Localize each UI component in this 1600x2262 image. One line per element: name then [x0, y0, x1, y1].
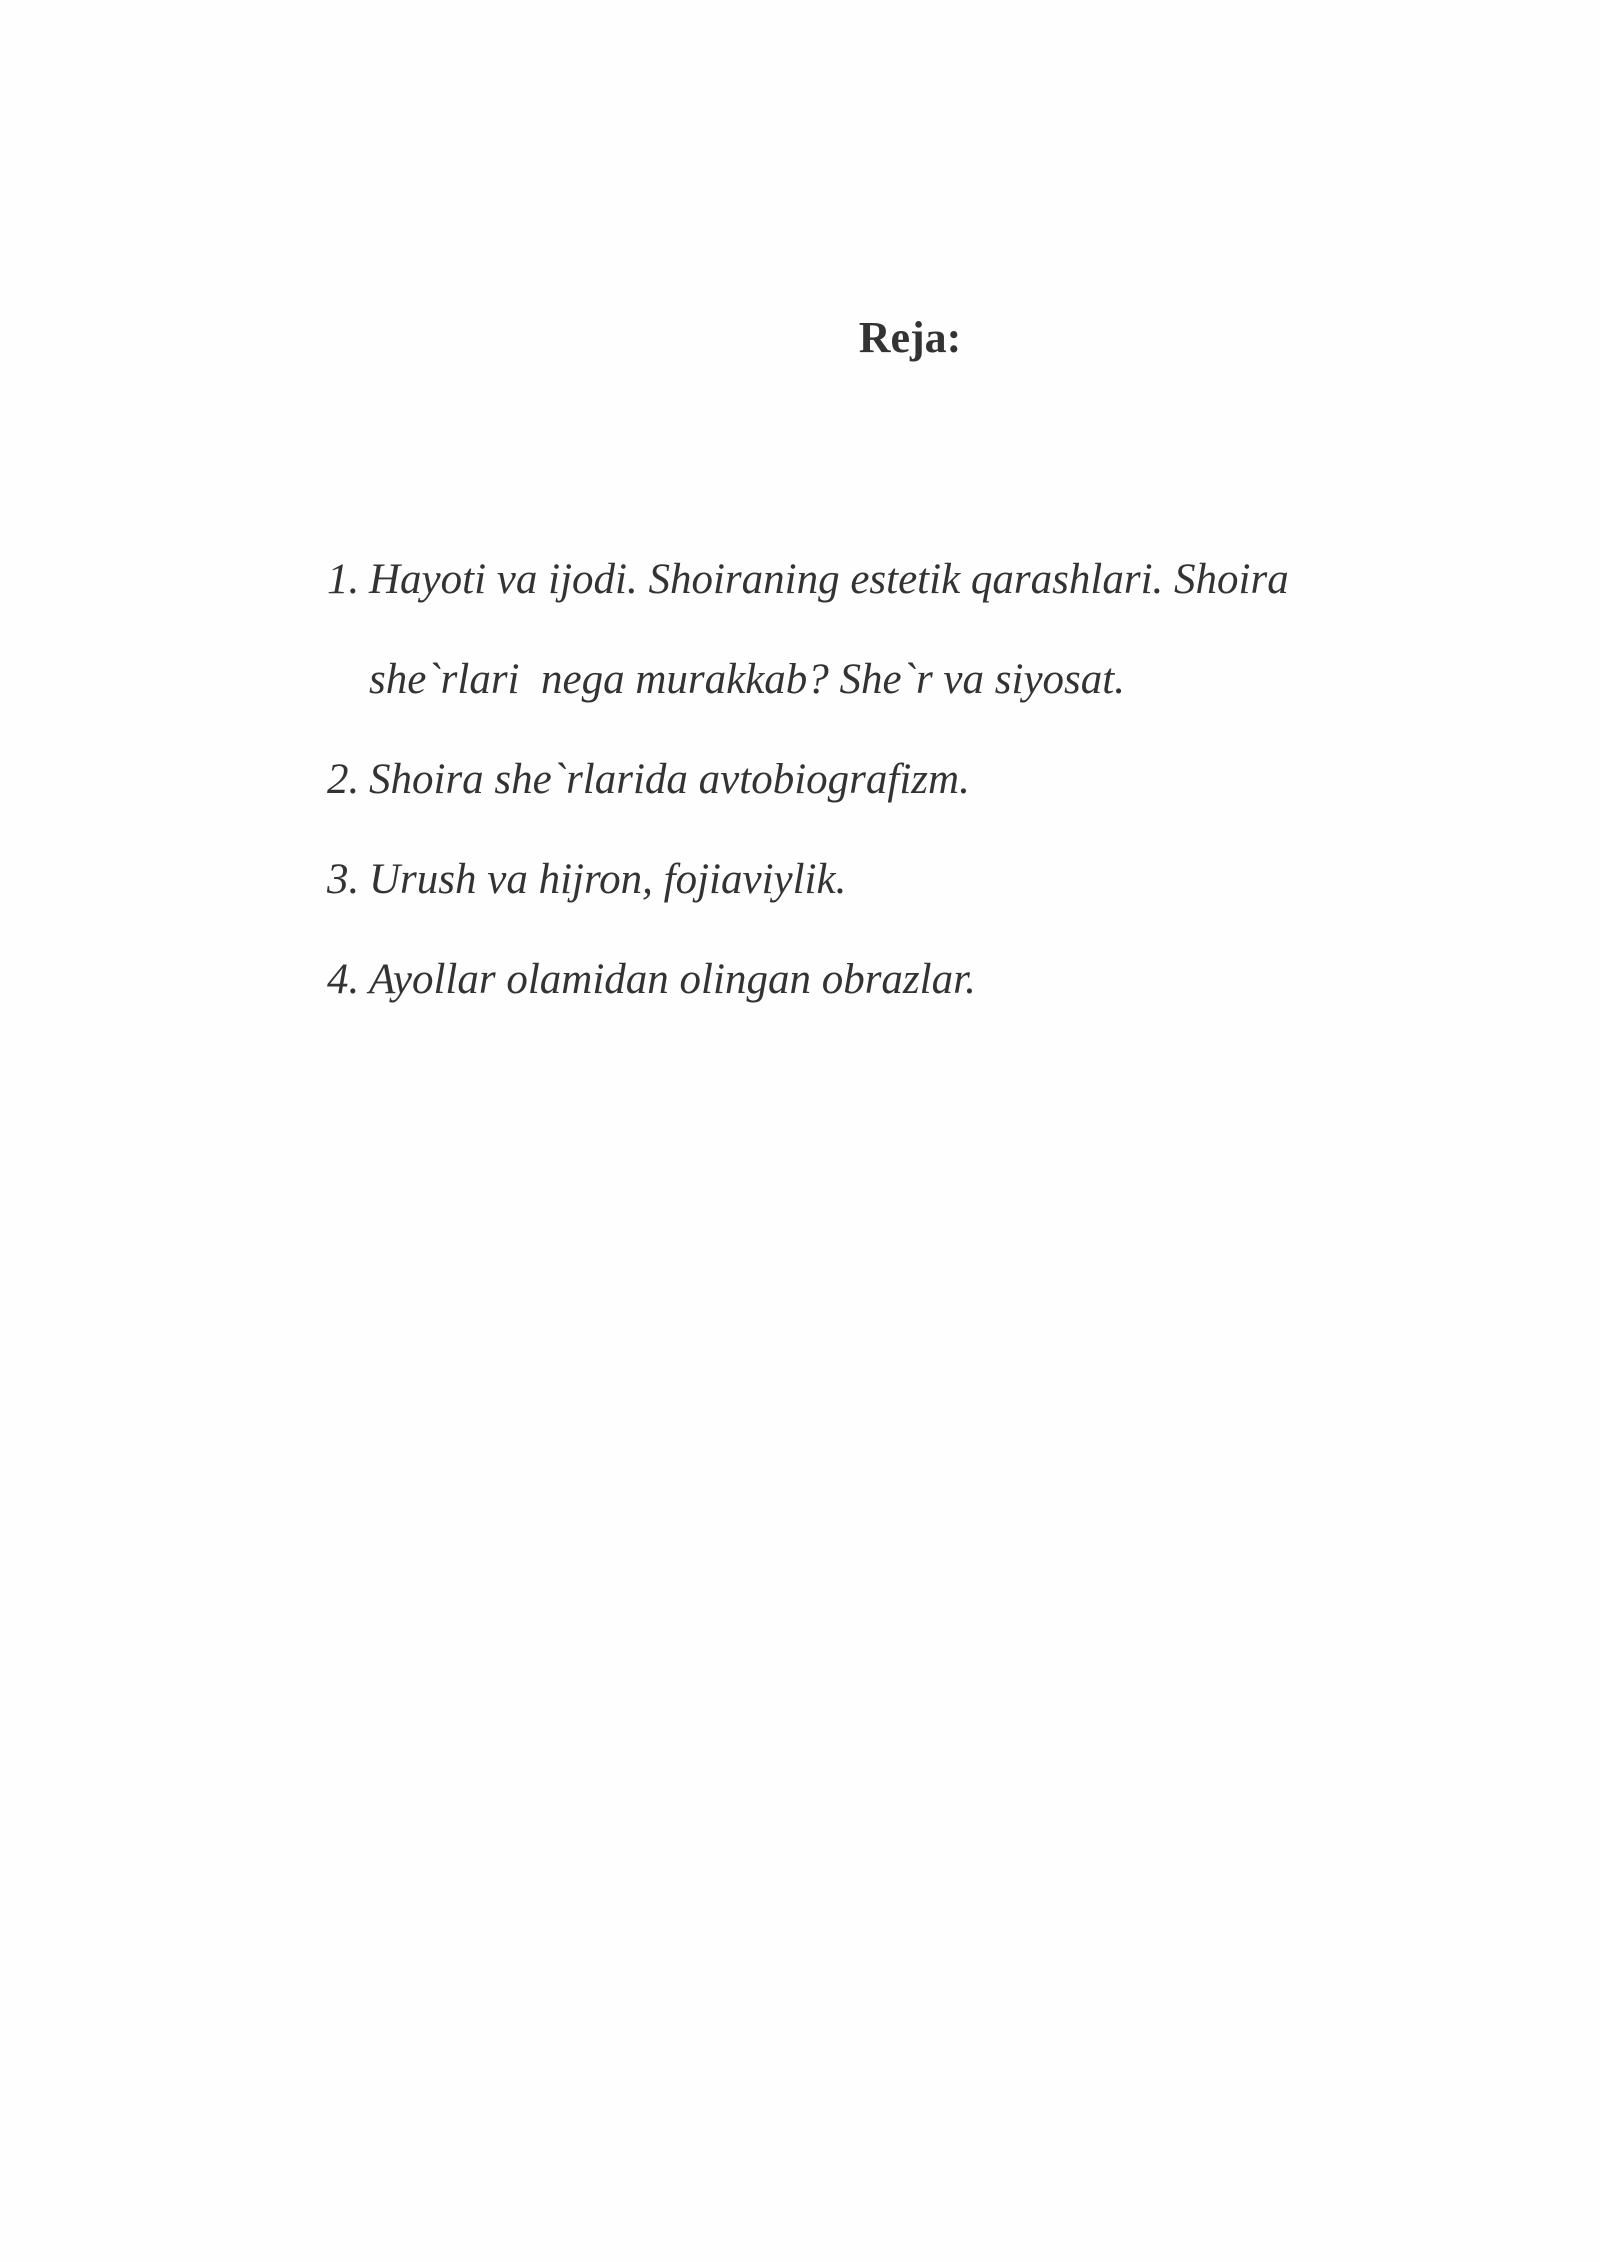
plan-item-3 [327, 830, 1327, 930]
plan-item-number: 2. [327, 756, 360, 803]
plan-item-number: 4. [327, 956, 360, 1003]
plan-item-line [327, 930, 1327, 1030]
plan-item-number: 3. [327, 856, 360, 903]
plan-item-text: Shoira she`rlarida avtobiografizm. [369, 756, 970, 803]
page-title: Reja: [858, 313, 962, 362]
plan-item-line [327, 730, 1327, 830]
plan-item-line [327, 830, 1327, 930]
plan-list [327, 530, 1327, 1030]
plan-item-number: 1. [327, 556, 360, 603]
plan-item-text: Hayoti va ijodi. Shoiraning estetik qarashlari. Shoira [369, 556, 1289, 603]
plan-item-2 [327, 730, 1327, 830]
plan-item-text: Ayollar olamidan olingan obrazlar. [369, 956, 976, 1003]
plan-item-line [327, 530, 1327, 630]
plan-item-text: Urush va hijron, fojiaviylik. [369, 856, 847, 903]
plan-item-continuation: she`rlari nega murakkab? She`r va siyosat. [369, 656, 1125, 703]
plan-item-1 [327, 530, 1327, 730]
plan-item-4 [327, 930, 1327, 1030]
